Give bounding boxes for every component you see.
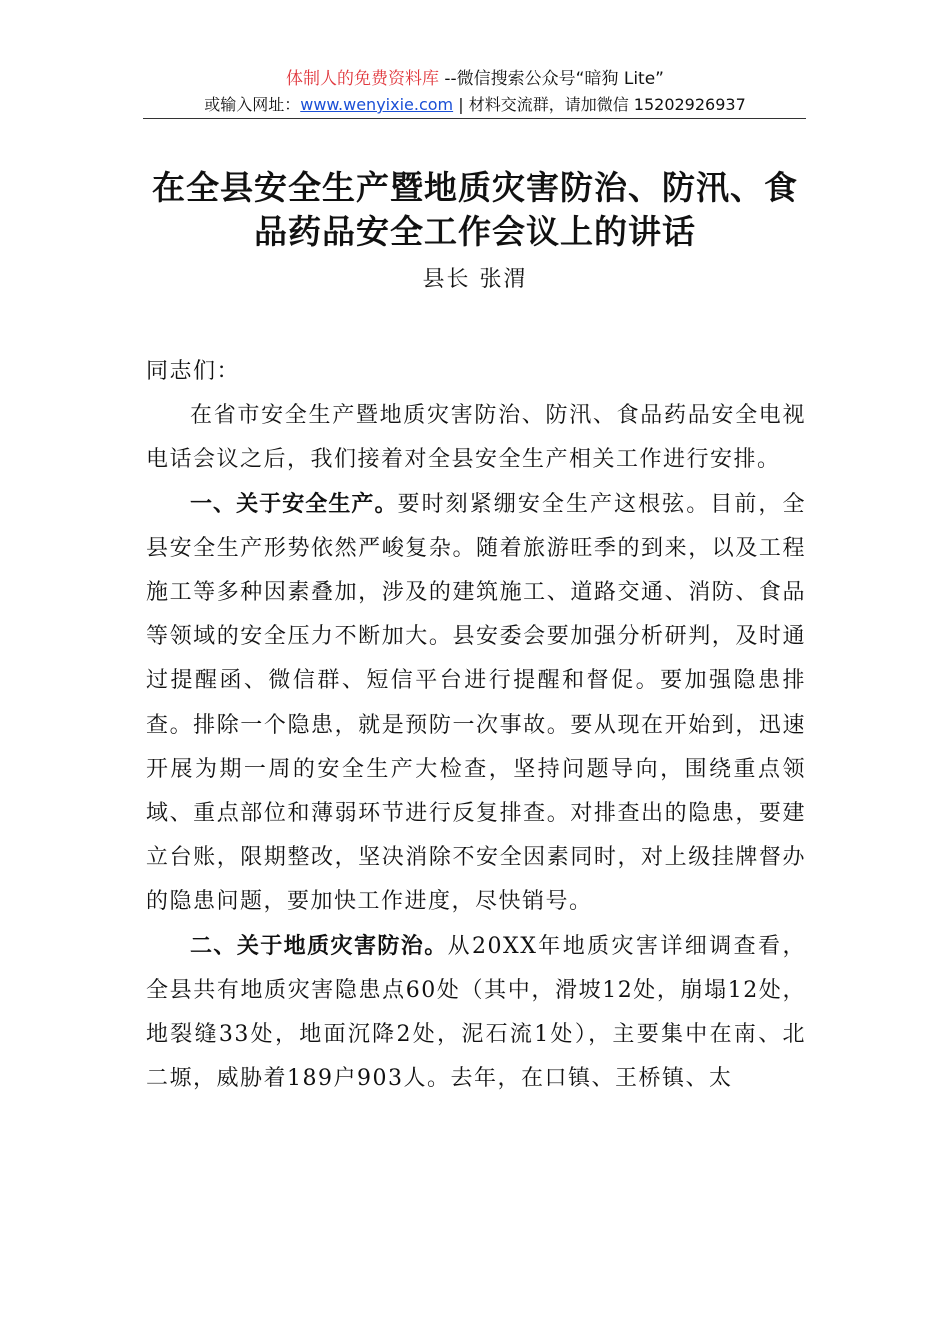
document-body [146,350,806,1101]
brand-text: 体制人的免费资料库 [285,69,439,89]
document-author: 县长 张渭 [422,267,528,292]
website-link[interactable]: www.wenyixie.com [300,95,454,114]
section-1-heading: 一、关于安全生产。 [190,491,398,517]
section-1-text: 要时刻紧绷安全生产这根弦。目前，全县安全生产形势依然严峻复杂。随着旅游旺季的到来，以及工程施工等多种因素叠加，涉及的建筑施工、道路交通、消防、食品等领域的安全压力不断加大。县安委会要加强分析研判，及时通过提醒函、微信群、短信平台进行提醒和督促。要加强隐患排查。排除一个隐患，就是预防一次事故。要从现在开始到，迅速开展为期一周的安全生产大检查，坚持问题导向，围绕重点领域、重点部位和薄弱环节进行反复排查。对排查出的隐患，要建立台账，限期整改，坚决消除不安全因素同时，对上级挂牌督办的隐患问题，要加快工作进度，尽快销号。 [146,491,806,915]
section-1-paragraph [146,483,806,925]
salutation: 同志们： [146,359,241,384]
header-line-1 [0,66,950,92]
section-2-paragraph [146,925,806,1102]
header-line-2 [0,92,950,118]
section-2-heading: 二、关于地质灾害防治。 [190,933,448,959]
header-divider [143,118,806,119]
header-suffix: --微信搜索公众号“暗狗 Lite” [438,69,664,89]
section-2-text: 从20XX年地质灾害详细调查看，全县共有地质灾害隐患点60处（其中，滑坡12处，崩塌12处，地裂缝33处，地面沉降2处，泥石流1处），主要集中在南、北二塬，威胁着189户903人。去年，在口镇、王桥镇、太 [146,933,806,1092]
watermark-header [0,66,950,118]
document-title: 在全县安全生产暨地质灾害防治、防汛、食品药品安全工作会议上的讲话 [152,168,798,251]
intro-paragraph: 在省市安全生产暨地质灾害防治、防汛、食品药品安全电视电话会议之后，我们接着对全县安全生产相关工作进行安排。 [146,403,806,473]
url-prefix: 或输入网址： [204,95,301,114]
url-suffix: | 材料交流群，请加微信 15202926937 [453,95,746,114]
